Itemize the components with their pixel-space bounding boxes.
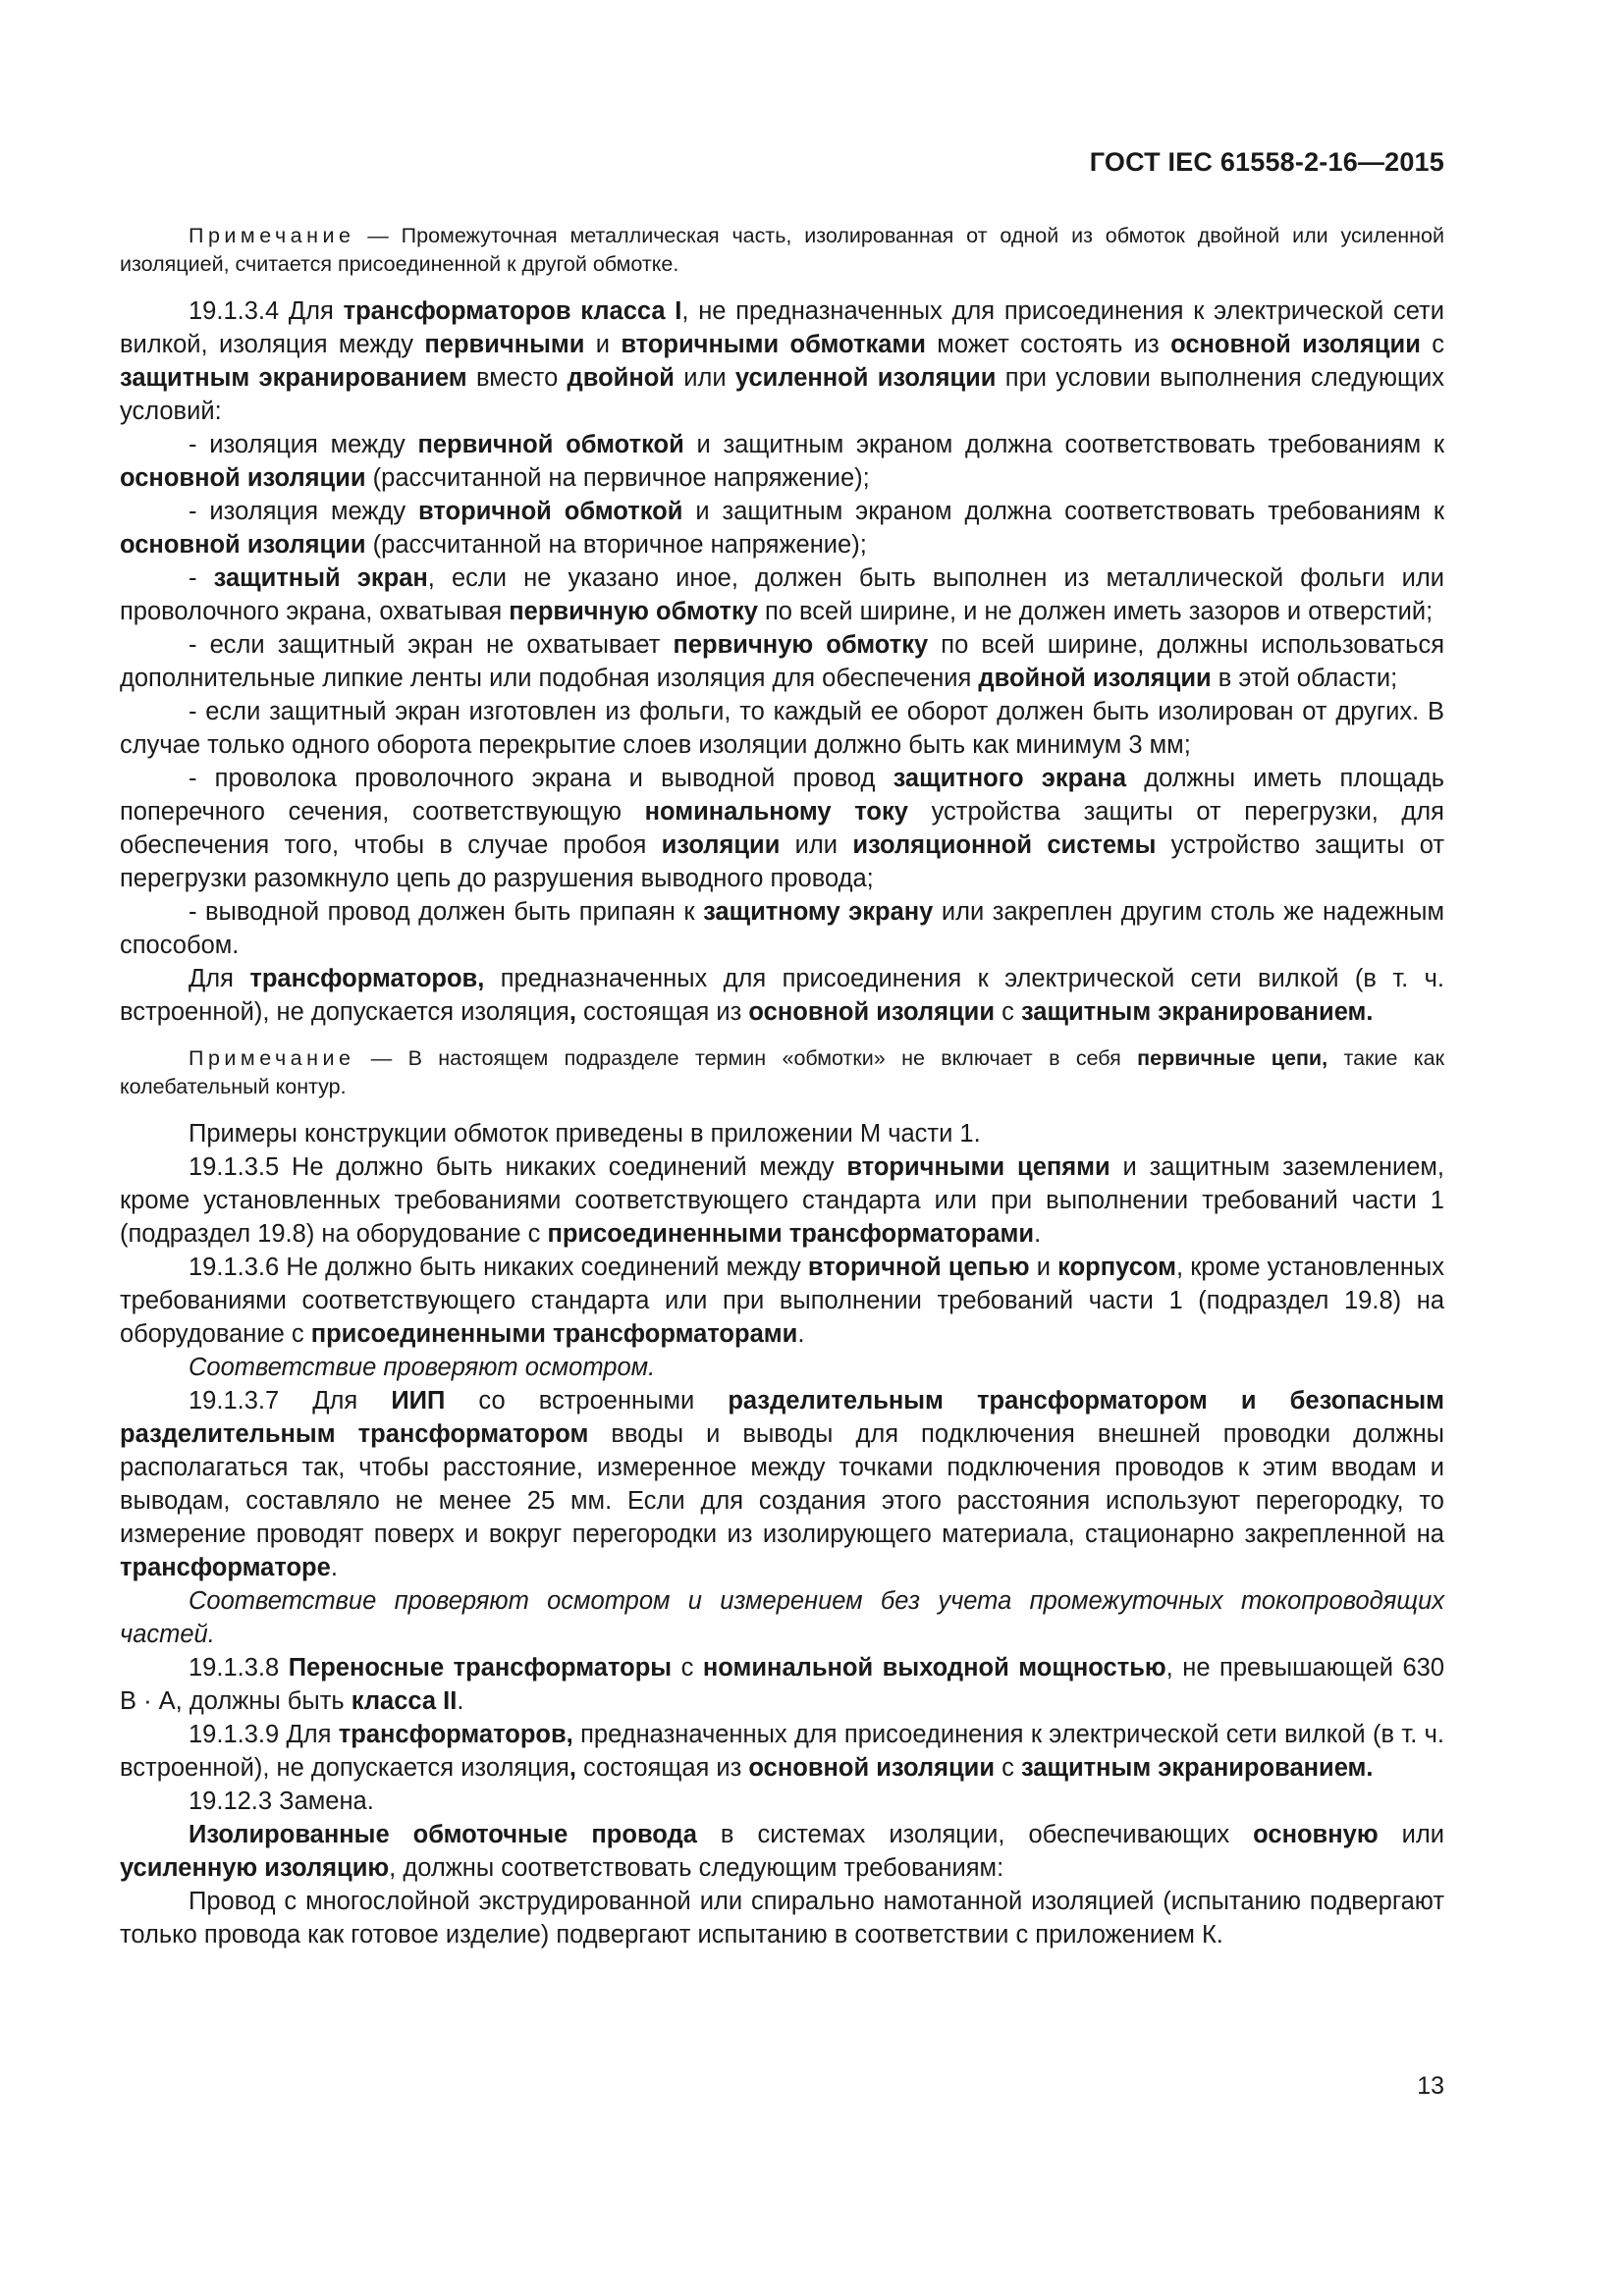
text-run: (рассчитанной на вторичное напряжение); bbox=[365, 531, 867, 559]
paragraph bbox=[120, 294, 1444, 428]
text-run: и защитным экраном должна соответствовать требованиям к bbox=[682, 498, 1445, 525]
text-run: 19.12.3 Замена. bbox=[189, 1788, 374, 1815]
text-run: с bbox=[672, 1654, 703, 1682]
text-run: в этой области; bbox=[1211, 665, 1398, 692]
text-run: такие как колебательный контур. bbox=[120, 1046, 1444, 1098]
text-run: — Промежуточная металлическая часть, изолированная от одной из обмоток двойной или усиленной изоляцией, считается присоединенной к другой обмотке. bbox=[120, 224, 1444, 276]
term-bold: защитному экрану bbox=[703, 898, 934, 926]
paragraph bbox=[120, 895, 1444, 962]
text-run: со встроенными bbox=[445, 1387, 729, 1415]
note-paragraph bbox=[120, 222, 1444, 279]
text-run: Для bbox=[189, 965, 250, 992]
term-bold: первичные цепи, bbox=[1137, 1046, 1328, 1070]
text-run: - если защитный экран не охватывает bbox=[189, 631, 674, 659]
text-run: . bbox=[457, 1687, 464, 1715]
term-bold: защитным экранированием. bbox=[1020, 998, 1374, 1026]
term-bold: номинальному току bbox=[644, 798, 908, 826]
text-run: - если защитный экран изготовлен из фольги, то каждый ее оборот должен быть изолирован от других. В случае только одного оборота перекрытие слоев изоляции должно быть как минимум 3 мм; bbox=[120, 698, 1444, 759]
term-bold: вторичной цепью bbox=[807, 1254, 1030, 1281]
paragraph bbox=[120, 1351, 1444, 1384]
term-bold: основной изоляции bbox=[120, 464, 366, 492]
text-run: с bbox=[995, 1754, 1021, 1782]
term-bold: защитного экрана bbox=[893, 765, 1126, 792]
term-bold: класса II bbox=[351, 1687, 458, 1715]
note-label: Примечание bbox=[189, 224, 355, 247]
text-run: вводы и выводы для подключения внешней проводки должны располагаться так, чтобы расстояние, измеренное между точками подключения проводов к этим вводам и выводам, составляло не менее 25 мм. Если для создания этого расстояния используют перегородку, то измерение проводят поверх и вокруг перегородки из изолирующего материала, стационарно закрепленной на bbox=[120, 1420, 1444, 1548]
document-body bbox=[120, 222, 1444, 1951]
term-bold: основной изоляции bbox=[748, 998, 996, 1026]
paragraph bbox=[120, 1718, 1444, 1785]
paragraph bbox=[120, 1584, 1444, 1651]
term-bold: присоединенными трансформаторами bbox=[547, 1220, 1035, 1248]
paragraph bbox=[120, 1818, 1444, 1885]
term-bold: , bbox=[568, 1754, 576, 1782]
note-paragraph bbox=[120, 1044, 1444, 1101]
text-run: по всей ширине, и не должен иметь зазоров и отверстий; bbox=[757, 598, 1434, 625]
term-bold: вторичными обмотками bbox=[621, 331, 926, 358]
page-number: 13 bbox=[1417, 2072, 1444, 2100]
text-run: или bbox=[780, 831, 853, 859]
paragraph bbox=[120, 428, 1444, 495]
paragraph bbox=[120, 962, 1444, 1029]
note-label: Примечание bbox=[189, 1046, 355, 1070]
paragraph bbox=[120, 1785, 1444, 1818]
document-header: ГОСТ IEC 61558-2-16—2015 bbox=[1089, 147, 1444, 177]
term-bold: усиленной изоляции bbox=[734, 364, 997, 392]
text-run: в системах изоляции, обеспечивающих bbox=[696, 1821, 1254, 1848]
term-bold: присоединенными трансформаторами bbox=[310, 1320, 798, 1348]
text-run: состоящая из bbox=[575, 1754, 749, 1782]
text-run: - проволока проволочного экрана и выводной провод bbox=[189, 765, 893, 792]
text-run: или bbox=[674, 364, 735, 392]
text-run: и защитным экраном должна соответствовать требованиям к bbox=[683, 431, 1444, 458]
italic-text: Соответствие проверяют осмотром и измерением без учета промежуточных токопроводящих частей. bbox=[120, 1587, 1444, 1648]
paragraph bbox=[120, 1117, 1444, 1150]
paragraph bbox=[120, 628, 1444, 695]
term-bold: трансформаторе bbox=[120, 1554, 331, 1581]
term-bold: корпусом bbox=[1057, 1254, 1176, 1281]
text-run: 19.1.3.6 Не должно быть никаких соединений между bbox=[189, 1254, 808, 1281]
text-run: 19.1.3.5 Не должно быть никаких соединений между bbox=[189, 1153, 847, 1181]
text-run: , должны соответствовать следующим требованиям: bbox=[389, 1854, 1004, 1882]
text-run: по всей ширине, должны использоваться дополнительные липкие ленты или подобная изоляция для обеспечения bbox=[120, 631, 1445, 692]
text-run: - выводной провод должен быть припаян к bbox=[189, 898, 704, 926]
paragraph bbox=[120, 1251, 1444, 1351]
text-run: состоящая из bbox=[575, 998, 749, 1026]
text-run: или bbox=[1378, 1821, 1445, 1848]
text-run: . bbox=[797, 1320, 805, 1348]
text-run: может состоять из bbox=[925, 331, 1171, 358]
paragraph bbox=[120, 1885, 1444, 1951]
text-run: устройства защиты от перегрузки, для обеспечения того, чтобы в случае пробоя bbox=[120, 798, 1444, 859]
term-bold: основной изоляции bbox=[1170, 331, 1421, 358]
text-run: и bbox=[1029, 1254, 1058, 1281]
text-run: . bbox=[1034, 1220, 1042, 1248]
term-bold: , bbox=[568, 998, 576, 1026]
text-run: 19.1.3.9 Для bbox=[189, 1721, 339, 1748]
term-bold: номинальной выходной мощностью bbox=[702, 1654, 1166, 1682]
paragraph bbox=[120, 695, 1444, 762]
text-run: должны иметь площадь поперечного сечения, соответствующую bbox=[120, 765, 1444, 826]
text-run: Провод с многослойной экструдированной или спирально намотанной изоляцией (испытанию подвергают только провода как готовое изделие) подвергают испытанию в соответствии с приложением К. bbox=[120, 1888, 1444, 1949]
term-bold: вторичными цепями bbox=[846, 1153, 1110, 1181]
text-run: предназначенных для присоединения к электрической сети вилкой (в т. ч. встроенной), не допускается изоляция bbox=[120, 1721, 1444, 1782]
term-bold: трансформаторов класса I bbox=[343, 297, 682, 325]
text-run: устройство защиты от перегрузки разомкнуло цепь до разрушения выводного провода; bbox=[120, 831, 1444, 892]
paragraph bbox=[120, 1651, 1444, 1718]
text-run: или закреплен другим столь же надежным способом. bbox=[120, 898, 1445, 959]
term-bold: изоляции bbox=[661, 831, 781, 859]
text-run: 19.1.3.8 bbox=[189, 1654, 289, 1682]
term-bold: основной изоляции bbox=[120, 531, 366, 559]
text-run: и bbox=[584, 331, 622, 358]
paragraph bbox=[120, 495, 1444, 561]
term-bold: ИИП bbox=[391, 1387, 446, 1415]
text-run: - bbox=[189, 564, 214, 592]
term-bold: двойной изоляции bbox=[978, 665, 1212, 692]
text-run: . bbox=[330, 1554, 338, 1581]
term-bold: первичную обмотку bbox=[673, 631, 929, 659]
term-bold: первичной обмоткой bbox=[417, 431, 684, 458]
italic-text: Соответствие проверяют осмотром. bbox=[189, 1354, 656, 1381]
paragraph bbox=[120, 1384, 1444, 1584]
text-run: при условии выполнения следующих условий: bbox=[120, 364, 1445, 425]
text-run: предназначенных для присоединения к электрической сети вилкой (в т. ч. встроенной), не допускается изоляция bbox=[120, 965, 1445, 1026]
term-bold: Изолированные обмоточные провода bbox=[189, 1821, 697, 1848]
text-run: 19.1.3.4 Для bbox=[189, 297, 344, 325]
term-bold: защитным экранированием. bbox=[1020, 1754, 1374, 1782]
text-run: - изоляция между bbox=[189, 498, 419, 525]
term-bold: защитный экран bbox=[213, 564, 428, 592]
term-bold: изоляционной системы bbox=[852, 831, 1157, 859]
text-run: , если не указано иное, должен быть выполнен из металлической фольги или проволочного экрана, охватывая bbox=[120, 564, 1444, 625]
paragraph bbox=[120, 762, 1444, 895]
term-bold: трансформаторов, bbox=[338, 1721, 573, 1748]
text-run: и защитным заземлением, кроме установленных требованиями соответствующего стандарта или при выполнении требований части 1 (подраздел 19.8) на оборудование с bbox=[120, 1153, 1445, 1248]
term-bold: Переносные трансформаторы bbox=[288, 1654, 673, 1682]
text-run: Примеры конструкции обмоток приведены в приложении М части 1. bbox=[189, 1120, 981, 1148]
text-run: (рассчитанной на первичное напряжение); bbox=[365, 464, 870, 492]
term-bold: двойной bbox=[567, 364, 675, 392]
paragraph bbox=[120, 1150, 1444, 1251]
text-run: вместо bbox=[466, 364, 568, 392]
term-bold: трансформаторов, bbox=[249, 965, 485, 992]
term-bold: основную bbox=[1253, 1821, 1379, 1848]
text-run: , не предназначенных для присоединения к электрической сети вилкой, изоляция между bbox=[120, 297, 1444, 358]
text-run: — В настоящем подразделе термин «обмотки» не включает в себя bbox=[354, 1046, 1138, 1070]
term-bold: разделительным трансформатором и безопасным разделительным трансформатором bbox=[120, 1387, 1444, 1448]
term-bold: защитным экранированием bbox=[120, 364, 467, 392]
text-run: , не превышающей 630 В · А, должны быть bbox=[120, 1654, 1445, 1715]
text-run: с bbox=[995, 998, 1021, 1026]
text-run: , кроме установленных требованиями соответствующего стандарта или при выполнении требований части 1 (подраздел 19.8) на оборудование с bbox=[120, 1254, 1444, 1348]
term-bold: первичную обмотку bbox=[509, 598, 758, 625]
term-bold: основной изоляции bbox=[748, 1754, 996, 1782]
paragraph bbox=[120, 561, 1444, 628]
term-bold: первичными bbox=[424, 331, 585, 358]
term-bold: усиленную изоляцию bbox=[120, 1854, 390, 1882]
text-run: 19.1.3.7 Для bbox=[189, 1387, 392, 1415]
text-run: - изоляция между bbox=[189, 431, 418, 458]
term-bold: вторичной обмоткой bbox=[418, 498, 683, 525]
text-run: с bbox=[1420, 331, 1445, 358]
